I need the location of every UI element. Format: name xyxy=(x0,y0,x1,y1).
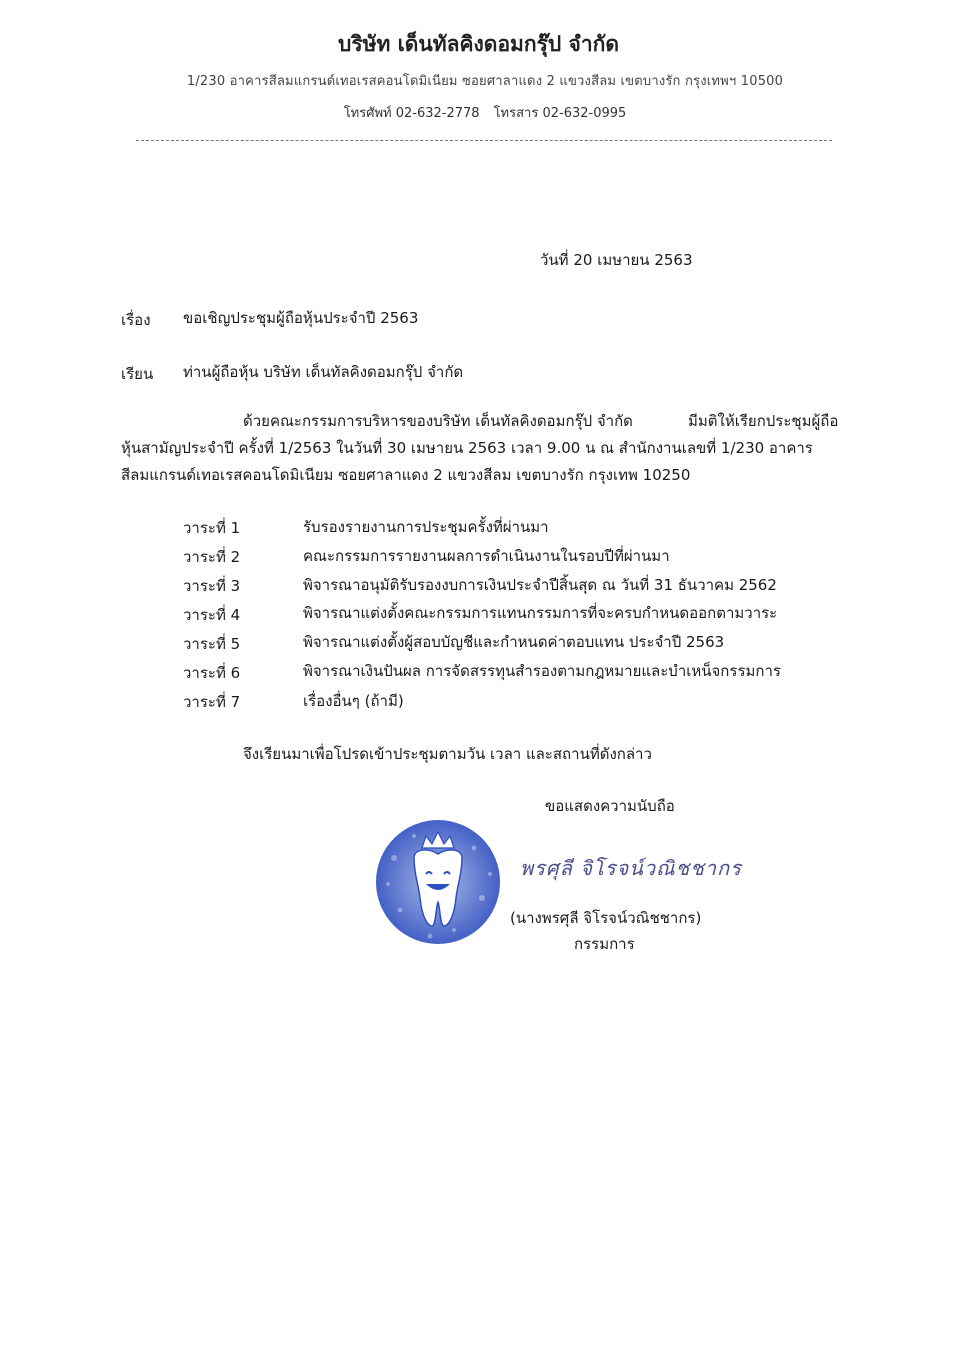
letter-date: วันที่ 20 เมษายน 2563 xyxy=(540,251,693,269)
agenda-number: วาระที่ 2 xyxy=(183,548,241,566)
agenda-item: คณะกรรมการรายงานผลการดำเนินงานในรอบปีที่ผ่านมา xyxy=(303,547,670,565)
handwritten-signature: พรศุลี จิโรจน์วณิชชากร xyxy=(520,856,742,880)
body-line-3: สีลมแกรนด์เทอเรสคอนโดมิเนียม ซอยศาลาแดง 2 แขวงสีลม เขตบางรัก กรุงเทพ 10250 xyxy=(121,466,691,484)
agenda-number: วาระที่ 1 xyxy=(183,519,241,537)
body-line-1: ด้วยคณะกรรมการบริหารของบริษัท เด็นทัลคิงดอมกรุ๊ป จำกัด xyxy=(243,412,633,430)
subject-label: เรื่อง xyxy=(121,311,151,329)
agenda-number: วาระที่ 4 xyxy=(183,606,241,624)
subject-text: ขอเชิญประชุมผู้ถือหุ้นประจำปี 2563 xyxy=(183,309,419,327)
recipient-text: ท่านผู้ถือหุ้น บริษัท เด็นทัลคิงดอมกรุ๊ป จำกัด xyxy=(183,363,464,381)
agenda-number: วาระที่ 7 xyxy=(183,693,241,711)
agenda-item: พิจารณาอนุมัติรับรองงบการเงินประจำปีสิ้นสุด ณ วันที่ 31 ธันวาคม 2562 xyxy=(303,576,777,594)
agenda-item: พิจารณาแต่งตั้งคณะกรรมการแทนกรรมการที่จะครบกำหนดออกตามวาระ xyxy=(303,604,778,622)
agenda-number: วาระที่ 5 xyxy=(183,635,241,653)
agenda-number: วาระที่ 3 xyxy=(183,577,241,595)
company-address: 1/230 อาคารสีลมแกรนด์เทอเรสคอนโดมิเนียม ซอยศาลาแดง 2 แขวงสีลม เขตบางรัก กรุงเทพฯ 10500 xyxy=(186,74,784,89)
closing-line: จึงเรียนมาเพื่อโปรดเข้าประชุมตามวัน เวลา และสถานที่ดังกล่าว xyxy=(243,745,652,763)
fax-number: โทรสาร 02-632-0995 xyxy=(493,106,627,121)
signer-title: กรรมการ xyxy=(574,935,635,953)
agenda-item: พิจารณาแต่งตั้งผู้สอบบัญชีและกำหนดค่าตอบแทน ประจำปี 2563 xyxy=(303,633,725,651)
contact-line xyxy=(0,102,957,123)
recipient-label: เรียน xyxy=(121,365,154,383)
agenda-item: พิจารณาเงินปันผล การจัดสรรทุนสำรองตามกฎหมายและบำเหน็จกรรมการ xyxy=(303,662,781,680)
company-stamp xyxy=(374,818,502,946)
agenda-item: เรื่องอื่นๆ (ถ้ามี) xyxy=(303,692,404,710)
body-line-2: หุ้นสามัญประจำปี ครั้งที่ 1/2563 ในวันที่ 30 เมษายน 2563 เวลา 9.00 น ณ สำนักงานเลขที่ 1/230 อาคาร xyxy=(121,439,813,457)
agenda-item: รับรองรายงานการประชุมครั้งที่ผ่านมา xyxy=(303,518,549,536)
regards-line: ขอแสดงความนับถือ xyxy=(545,797,675,815)
phone-number: โทรศัพท์ 02-632-2778 xyxy=(343,106,480,121)
agenda-number: วาระที่ 6 xyxy=(183,664,241,682)
company-name: บริษัท เด็นทัลคิงดอมกรุ๊ป จำกัด xyxy=(338,32,619,56)
header-divider xyxy=(136,140,832,141)
body-line-1-end: มีมติให้เรียกประชุมผู้ถือ xyxy=(688,412,839,430)
signer-name: (นางพรศุลี จิโรจน์วณิชชากร) xyxy=(510,909,702,927)
